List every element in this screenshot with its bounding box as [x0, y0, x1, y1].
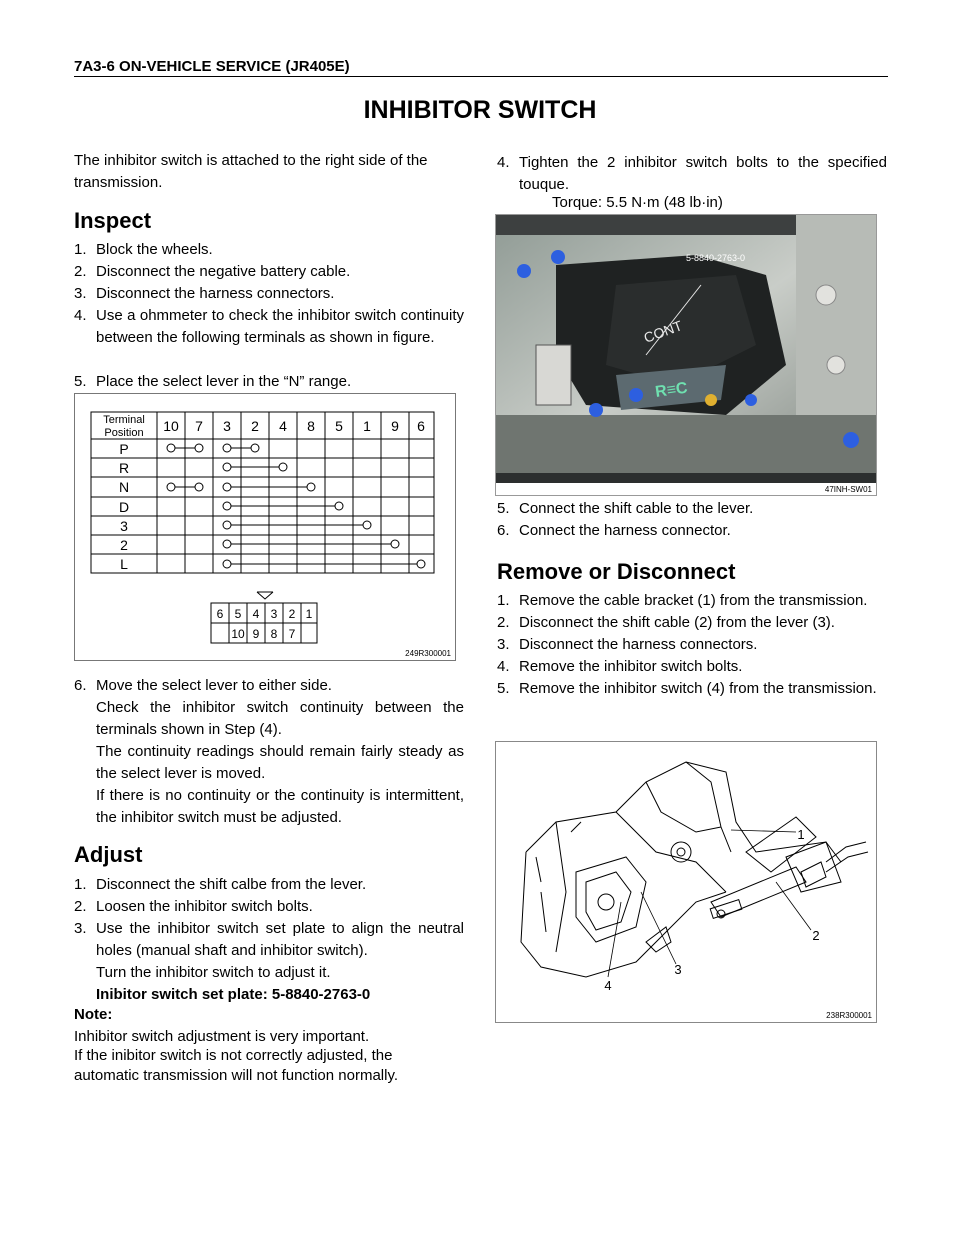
pin-label: 10	[231, 627, 245, 641]
continuity-table-diagram	[75, 394, 455, 660]
header-rule	[74, 76, 888, 77]
pin-label: 3	[270, 607, 278, 621]
position-label: L	[120, 556, 128, 572]
step-number: 1.	[497, 592, 510, 609]
callout-inhibitor-switch: 4	[604, 978, 612, 993]
step6-para: Check the inhibitor switch continuity between the terminals shown in Step (4).	[96, 699, 464, 738]
step-number: 6.	[74, 677, 87, 694]
step-number: 5.	[497, 680, 510, 697]
terminal-header: 1	[363, 418, 371, 434]
inhibitor-switch-photo	[495, 214, 877, 496]
callout-lever: 3	[674, 962, 682, 977]
continuity-figure	[74, 393, 456, 661]
photo-label-part-number: 5-8840-2763-0	[686, 253, 746, 263]
note-line: Inhibitor switch adjustment is very important.	[74, 1028, 370, 1045]
step-text: Disconnect the harness connectors.	[519, 636, 758, 653]
page-title: INHIBITOR SWITCH	[363, 96, 597, 124]
figure-caption: 249R300001	[405, 649, 451, 658]
figure-caption: 238R300001	[826, 1011, 872, 1020]
step-text: Use the inhibitor switch set plate to align the neutral holes (manual shaft and inhibitor switch).	[96, 920, 464, 959]
step-number: 4.	[74, 307, 87, 324]
step-text: Disconnect the harness connectors.	[96, 285, 335, 302]
step6-para: If there is no continuity or the continuity is intermittent, the inhibitor switch must be adjusted.	[96, 787, 464, 826]
step-number: 2.	[74, 263, 87, 280]
terminal-header: 10	[163, 418, 179, 434]
position-label: N	[118, 479, 130, 495]
position-label: R	[118, 460, 130, 476]
adjust-heading: Adjust	[74, 842, 143, 867]
corner-label-position: Position	[104, 427, 144, 439]
photo-caption: 47INH-SW01	[824, 485, 872, 494]
step-number: 3.	[74, 285, 87, 302]
position-label: 3	[120, 518, 128, 534]
step-number: 5.	[74, 373, 87, 390]
terminal-header: 4	[279, 418, 287, 434]
set-plate-text: Inibitor switch set plate: 5-8840-2763-0	[96, 986, 371, 1003]
note-label: Note:	[74, 1006, 113, 1023]
step-text: Use a ohmmeter to check the inhibitor switch continuity between the following terminals as shown in figure.	[96, 307, 464, 346]
removal-figure	[495, 741, 877, 1023]
terminal-header: 7	[195, 418, 203, 434]
step-text: Block the wheels.	[96, 241, 213, 258]
step-text: Connect the shift cable to the lever.	[519, 500, 754, 517]
pin-label: 5	[234, 607, 242, 621]
pin-label: 2	[288, 607, 296, 621]
step-text: Disconnect the shift cable (2) from the lever (3).	[519, 614, 835, 631]
pin-label: 1	[305, 607, 313, 621]
terminal-header: 9	[391, 418, 399, 434]
step-text: Remove the cable bracket (1) from the transmission.	[519, 592, 868, 609]
adjust-turn-text: Turn the inhibitor switch to adjust it.	[96, 964, 331, 981]
terminal-header: 6	[417, 418, 425, 434]
step-number: 4.	[497, 658, 510, 675]
torque-spec: Torque: 5.5 N·m (48 lb·in)	[552, 194, 723, 211]
pin-label: 9	[252, 627, 260, 641]
step-text: Tighten the 2 inhibitor switch bolts to the specified touque.	[519, 154, 887, 193]
position-label: D	[118, 499, 130, 515]
step-text: Disconnect the shift calbe from the lever.	[96, 876, 367, 893]
step6-para: The continuity readings should remain fairly steady as the select lever is moved.	[96, 743, 464, 782]
position-label: P	[119, 441, 129, 457]
photo-label-plate: R≡C	[654, 379, 689, 401]
inspect-heading: Inspect	[74, 208, 152, 233]
section-header: 7A3-6 ON-VEHICLE SERVICE (JR405E)	[74, 58, 350, 75]
connector-diagram	[211, 592, 317, 643]
step-text: Move the select lever to either side.	[96, 677, 332, 694]
step-text: Remove the inhibitor switch (4) from the transmission.	[519, 680, 877, 697]
pin-label: 4	[252, 607, 260, 621]
terminal-header: 3	[223, 418, 231, 434]
step-number: 5.	[497, 500, 510, 517]
step-text: Disconnect the negative battery cable.	[96, 263, 351, 280]
terminal-header: 2	[251, 418, 259, 434]
photo-illustration	[496, 215, 876, 483]
pin-label: 6	[216, 607, 224, 621]
step-number: 3.	[497, 636, 510, 653]
step-number: 1.	[74, 241, 87, 258]
step-number: 3.	[74, 920, 87, 937]
transmission-line-drawing	[496, 742, 876, 1012]
callout-shift-cable: 2	[812, 928, 820, 943]
remove-heading: Remove or Disconnect	[497, 559, 736, 584]
corner-label-terminal: Terminal	[103, 414, 145, 426]
step-number: 1.	[74, 876, 87, 893]
note-line: If the inibitor switch is not correctly adjusted, the automatic transmission will not function normally.	[74, 1047, 399, 1084]
step-text: Loosen the inhibitor switch bolts.	[96, 898, 313, 915]
pin-label: 7	[288, 627, 296, 641]
step-text: Connect the harness connector.	[519, 522, 731, 539]
pin-label: 8	[270, 627, 278, 641]
photo-label-cont: CONT	[641, 317, 685, 346]
step-text: Remove the inhibitor switch bolts.	[519, 658, 743, 675]
position-label: 2	[120, 537, 128, 553]
intro-text: The inhibitor switch is attached to the right side of the transmission.	[74, 152, 428, 191]
step-number: 6.	[497, 522, 510, 539]
step-number: 2.	[74, 898, 87, 915]
callout-cable-bracket: 1	[797, 827, 805, 842]
terminal-header: 8	[307, 418, 315, 434]
step-text: Place the select lever in the “N” range.	[96, 373, 352, 390]
step-number: 4.	[497, 154, 510, 171]
step-number: 2.	[497, 614, 510, 631]
terminal-header: 5	[335, 418, 343, 434]
